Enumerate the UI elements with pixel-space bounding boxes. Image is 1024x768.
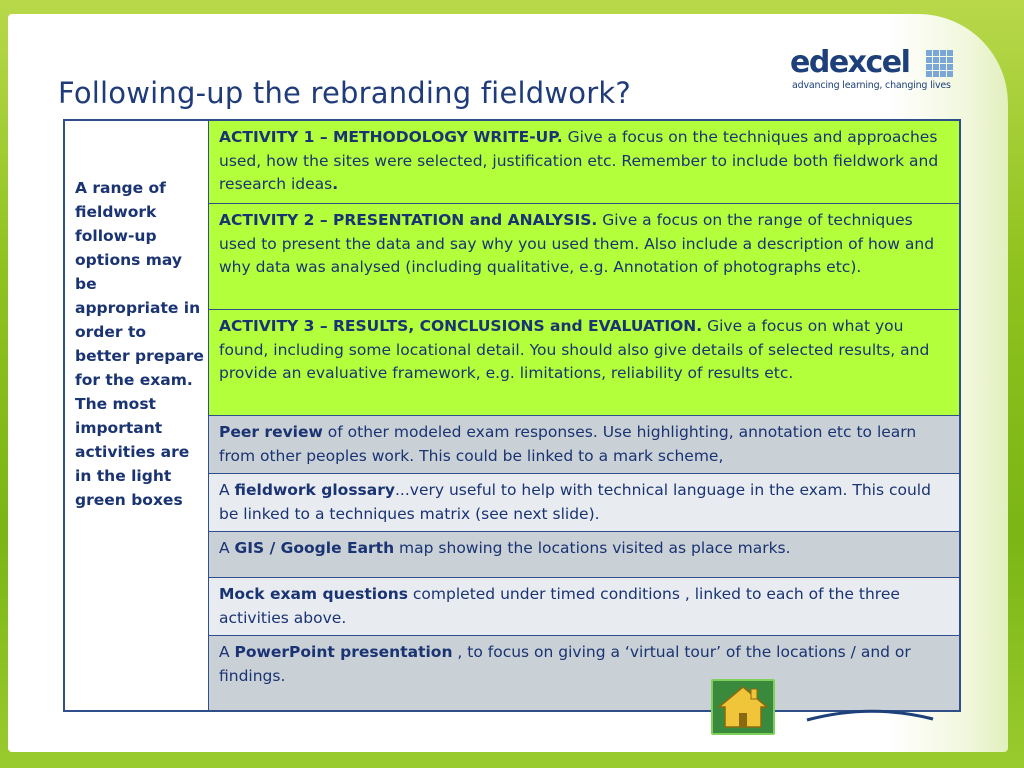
home-button[interactable] bbox=[711, 679, 775, 735]
row-heading: fieldwork glossary bbox=[234, 481, 395, 499]
decorative-arc bbox=[805, 705, 935, 725]
row-heading: PowerPoint presentation bbox=[234, 643, 453, 661]
page-title: Following-up the rebranding fieldwork? bbox=[58, 76, 631, 110]
logo-grid-icon bbox=[926, 50, 954, 78]
row-text: ...very useful to help with technical language in the exam. This could be linked to a techniques matrix (see next slide). bbox=[219, 481, 931, 523]
activities-table bbox=[63, 119, 961, 712]
row-text: Give a focus on what you found, including some locational detail. You should also give details of selected results, and provide an evaluative framework, e.g. limitations, reliability of results etc. bbox=[219, 317, 930, 382]
row-heading: Peer review bbox=[219, 423, 323, 441]
row-heading: Mock exam questions bbox=[219, 585, 408, 603]
row-prefix: A bbox=[219, 539, 235, 557]
row-text: map showing the locations visited as place marks. bbox=[394, 539, 791, 557]
row-gis bbox=[209, 532, 959, 578]
intro-text: A range of fieldwork follow-up options may be appropriate in order to better prepare for the exam. The most important activities are in the light green boxes bbox=[75, 179, 204, 509]
row-heading: ACTIVITY 2 – PRESENTATION and ANALYSIS. bbox=[219, 211, 598, 229]
logo-word: edexcel bbox=[790, 45, 910, 80]
logo-tagline: advancing learning, changing lives bbox=[792, 80, 951, 91]
row-heading: GIS / Google Earth bbox=[234, 539, 395, 557]
row-text: of other modeled exam responses. Use highlighting, annotation etc to learn from other peoples work. This could be linked to a mark scheme, bbox=[219, 423, 917, 465]
row-prefix: A bbox=[219, 643, 235, 661]
home-icon bbox=[713, 681, 773, 733]
row-fieldwork-glossary bbox=[209, 474, 959, 532]
row-mock-exam bbox=[209, 578, 959, 636]
row-suffix: . bbox=[332, 175, 339, 193]
row-text: Give a focus on the techniques and approaches used, how the sites were selected, justification etc. Remember to include both fieldwork and research ideas bbox=[219, 128, 939, 193]
row-text: completed under timed conditions , linked to each of the three activities above. bbox=[219, 585, 900, 627]
intro-cell bbox=[65, 121, 209, 710]
row-text: Give a focus on the range of techniques used to present the data and say why you used them. Also include a description of how and why data was analysed (including qualitative, e.g. Annotation of photographs etc). bbox=[219, 211, 935, 276]
row-heading: ACTIVITY 1 – METHODOLOGY WRITE-UP. bbox=[219, 128, 563, 146]
edexcel-logo bbox=[790, 44, 960, 96]
row-heading: ACTIVITY 3 – RESULTS, CONCLUSIONS and EVALUATION. bbox=[219, 317, 703, 335]
row-text: , to focus on giving a ‘virtual tour’ of the locations / and or findings. bbox=[219, 643, 911, 685]
row-prefix: A bbox=[219, 481, 235, 499]
row-powerpoint bbox=[209, 636, 959, 710]
row-activity-2 bbox=[209, 204, 959, 310]
row-activity-1 bbox=[209, 121, 959, 204]
row-activity-3 bbox=[209, 310, 959, 416]
row-peer-review bbox=[209, 416, 959, 474]
